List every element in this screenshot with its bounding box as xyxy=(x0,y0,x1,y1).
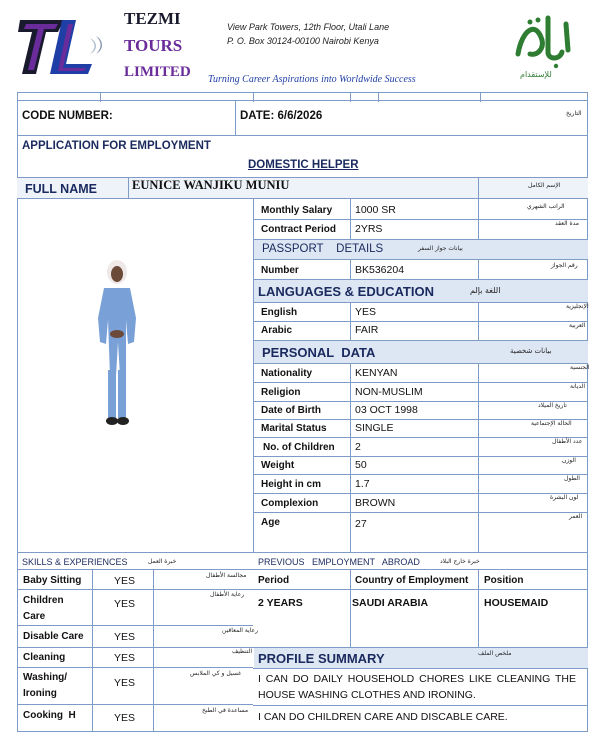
arabic-logo-caption: للإستقدام xyxy=(520,70,552,79)
age-value: 27 xyxy=(355,518,367,530)
company-name-line1: TEZMI xyxy=(124,9,181,28)
complexion-value: BROWN xyxy=(355,497,396,509)
company-name-line2: TOURS xyxy=(124,36,183,55)
personal-heading-ar: بيانات شخصية xyxy=(510,347,552,355)
weight-value: 50 xyxy=(355,459,367,471)
arabic-brand-logo xyxy=(508,10,580,74)
passport-number-label: Number xyxy=(261,265,299,276)
english-ar: الإنجليزية xyxy=(566,303,589,310)
code-number-label: CODE NUMBER: xyxy=(22,110,113,122)
skill-washing-ar: غسيل و كي الملابس xyxy=(190,670,242,677)
nationality-label: Nationality xyxy=(261,368,313,379)
address-line1: View Park Towers, 12th Floor, Utali Lane xyxy=(227,22,390,32)
prev-position-header: Position xyxy=(484,575,524,586)
monthly-salary-value: 1000 SR xyxy=(355,204,396,216)
passport-heading-ar: بيانات جواز السفر xyxy=(418,245,463,252)
nationality-value: KENYAN xyxy=(355,367,398,379)
personal-heading: PERSONAL DATA xyxy=(262,345,376,360)
skill-washing-label: Washing/ Ironing xyxy=(23,672,68,699)
languages-heading: LANGUAGES & EDUCATION xyxy=(258,284,434,299)
full-name-value: EUNICE WANJIKU MUNIU xyxy=(132,178,290,192)
tagline: Turning Career Aspirations into Worldwide Success xyxy=(208,74,416,85)
religion-value: NON-MUSLIM xyxy=(355,386,423,398)
skill-baby-sitting-ar: مجالسة الأطفال xyxy=(206,572,247,579)
company-name-line3: LIMITED xyxy=(124,64,191,80)
prev-country-header: Country of Employment xyxy=(355,575,469,586)
passport-number-ar: رقم الجواز xyxy=(551,262,578,269)
passport-heading: PASSPORT DETAILS xyxy=(262,243,384,255)
nationality-ar: الجنسية xyxy=(570,364,590,371)
english-value: YES xyxy=(355,306,377,318)
monthly-salary-ar: الراتب الشهري xyxy=(527,203,565,210)
skill-cleaning-value: YES xyxy=(114,652,136,664)
weight-ar: الوزن xyxy=(562,457,576,464)
children-count-label: No. of Children xyxy=(263,442,335,453)
skills-heading: SKILLS & EXPERIENCES xyxy=(22,557,128,567)
children-count-value: 2 xyxy=(355,441,361,453)
date-label: DATE: 6/6/2026 xyxy=(240,110,323,122)
contract-period-value: 2YRS xyxy=(355,223,383,235)
skill-washing-value: YES xyxy=(114,677,136,689)
date-label-ar: التاريخ xyxy=(566,110,582,117)
skill-disable-care-label: Disable Care xyxy=(23,631,84,642)
skill-baby-sitting-value: YES xyxy=(114,575,136,587)
height-label: Height in cm xyxy=(261,479,322,490)
marital-status-value: SINGLE xyxy=(355,422,394,434)
contract-period-ar: مدة العقد xyxy=(555,220,579,227)
prev-period-value: 2 YEARS xyxy=(258,597,303,609)
religion-ar: الديانة xyxy=(570,383,586,390)
height-ar: الطول xyxy=(564,475,580,482)
skill-children-care-ar: رعاية الأطفال xyxy=(210,591,245,598)
applicant-photo xyxy=(90,258,146,430)
application-title: APPLICATION FOR EMPLOYMENT xyxy=(22,140,211,152)
profile-summary-line2: I CAN DO CHILDREN CARE AND DISCABLE CARE. xyxy=(258,711,508,723)
skill-disable-care-ar: رعاية المعاقين xyxy=(222,627,259,634)
dob-label: Date of Birth xyxy=(261,405,321,416)
arabic-value: FAIR xyxy=(355,324,379,336)
skill-cleaning-ar: التنظيف xyxy=(232,648,253,655)
arabic-ar: العربية xyxy=(569,322,586,329)
dob-ar: تاريخ الميلاد xyxy=(538,402,567,409)
skill-cooking-ar: مساعدة في الطبخ xyxy=(202,707,249,714)
previous-employment-heading-ar: خبرة خارج البلاد xyxy=(440,558,480,565)
skill-children-care-label: Children Care xyxy=(23,595,64,622)
arabic-label: Arabic xyxy=(261,325,293,336)
age-label: Age xyxy=(261,517,280,528)
prev-country-value: SAUDI ARABIA xyxy=(352,597,429,609)
skill-children-care-value: YES xyxy=(114,598,136,610)
prev-position-value: HOUSEMAID xyxy=(484,597,549,609)
profile-heading: PROFILE SUMMARY xyxy=(258,651,385,666)
religion-label: Religion xyxy=(261,387,301,398)
previous-employment-heading: PREVIOUS EMPLOYMENT ABROAD xyxy=(258,557,420,567)
marital-status-ar: الحالة الإجتماعية xyxy=(531,420,572,427)
full-name-ar: الإسم الكامل xyxy=(528,182,561,189)
weight-label: Weight xyxy=(261,460,295,471)
full-name-row xyxy=(17,177,588,199)
marital-status-label: Marital Status xyxy=(261,423,327,434)
skill-disable-care-value: YES xyxy=(114,631,136,643)
monthly-salary-label: Monthly Salary xyxy=(261,205,333,216)
skill-cooking-label: Cooking H xyxy=(23,710,76,721)
complexion-label: Complexion xyxy=(261,498,319,509)
age-ar: العمر xyxy=(569,513,583,520)
skill-baby-sitting-label: Baby Sitting xyxy=(23,575,82,586)
header xyxy=(0,0,597,92)
english-label: English xyxy=(261,307,298,318)
passport-number-value: BK536204 xyxy=(355,264,405,276)
profile-summary-line1: I CAN DO DAILY HOUSEHOLD CHORES LIKE CLEANING THE HOUSE WASHING CLOTHES AND IRONING. xyxy=(258,673,576,701)
profile-heading-ar: ملخص الملف xyxy=(478,650,512,657)
height-value: 1.7 xyxy=(355,478,370,490)
complexion-ar: لون البشرة xyxy=(550,494,579,501)
position-applied: DOMESTIC HELPER xyxy=(248,159,359,171)
languages-heading-ar: اللغة بإلم xyxy=(470,286,501,295)
person-figure-icon xyxy=(90,258,146,430)
skill-cleaning-label: Cleaning xyxy=(23,652,66,663)
skill-cooking-value: YES xyxy=(114,712,136,724)
skills-heading-ar: خبرة العمل xyxy=(148,558,177,565)
contract-period-label: Contract Period xyxy=(261,224,337,235)
children-count-ar: عدد الأطفال xyxy=(552,438,583,445)
company-logo xyxy=(18,16,108,80)
full-name-label: FULL NAME xyxy=(25,182,97,196)
prev-period-header: Period xyxy=(258,575,290,586)
dob-value: 03 OCT 1998 xyxy=(355,404,418,416)
address-line2: P. O. Box 30124-00100 Nairobi Kenya xyxy=(227,36,379,46)
